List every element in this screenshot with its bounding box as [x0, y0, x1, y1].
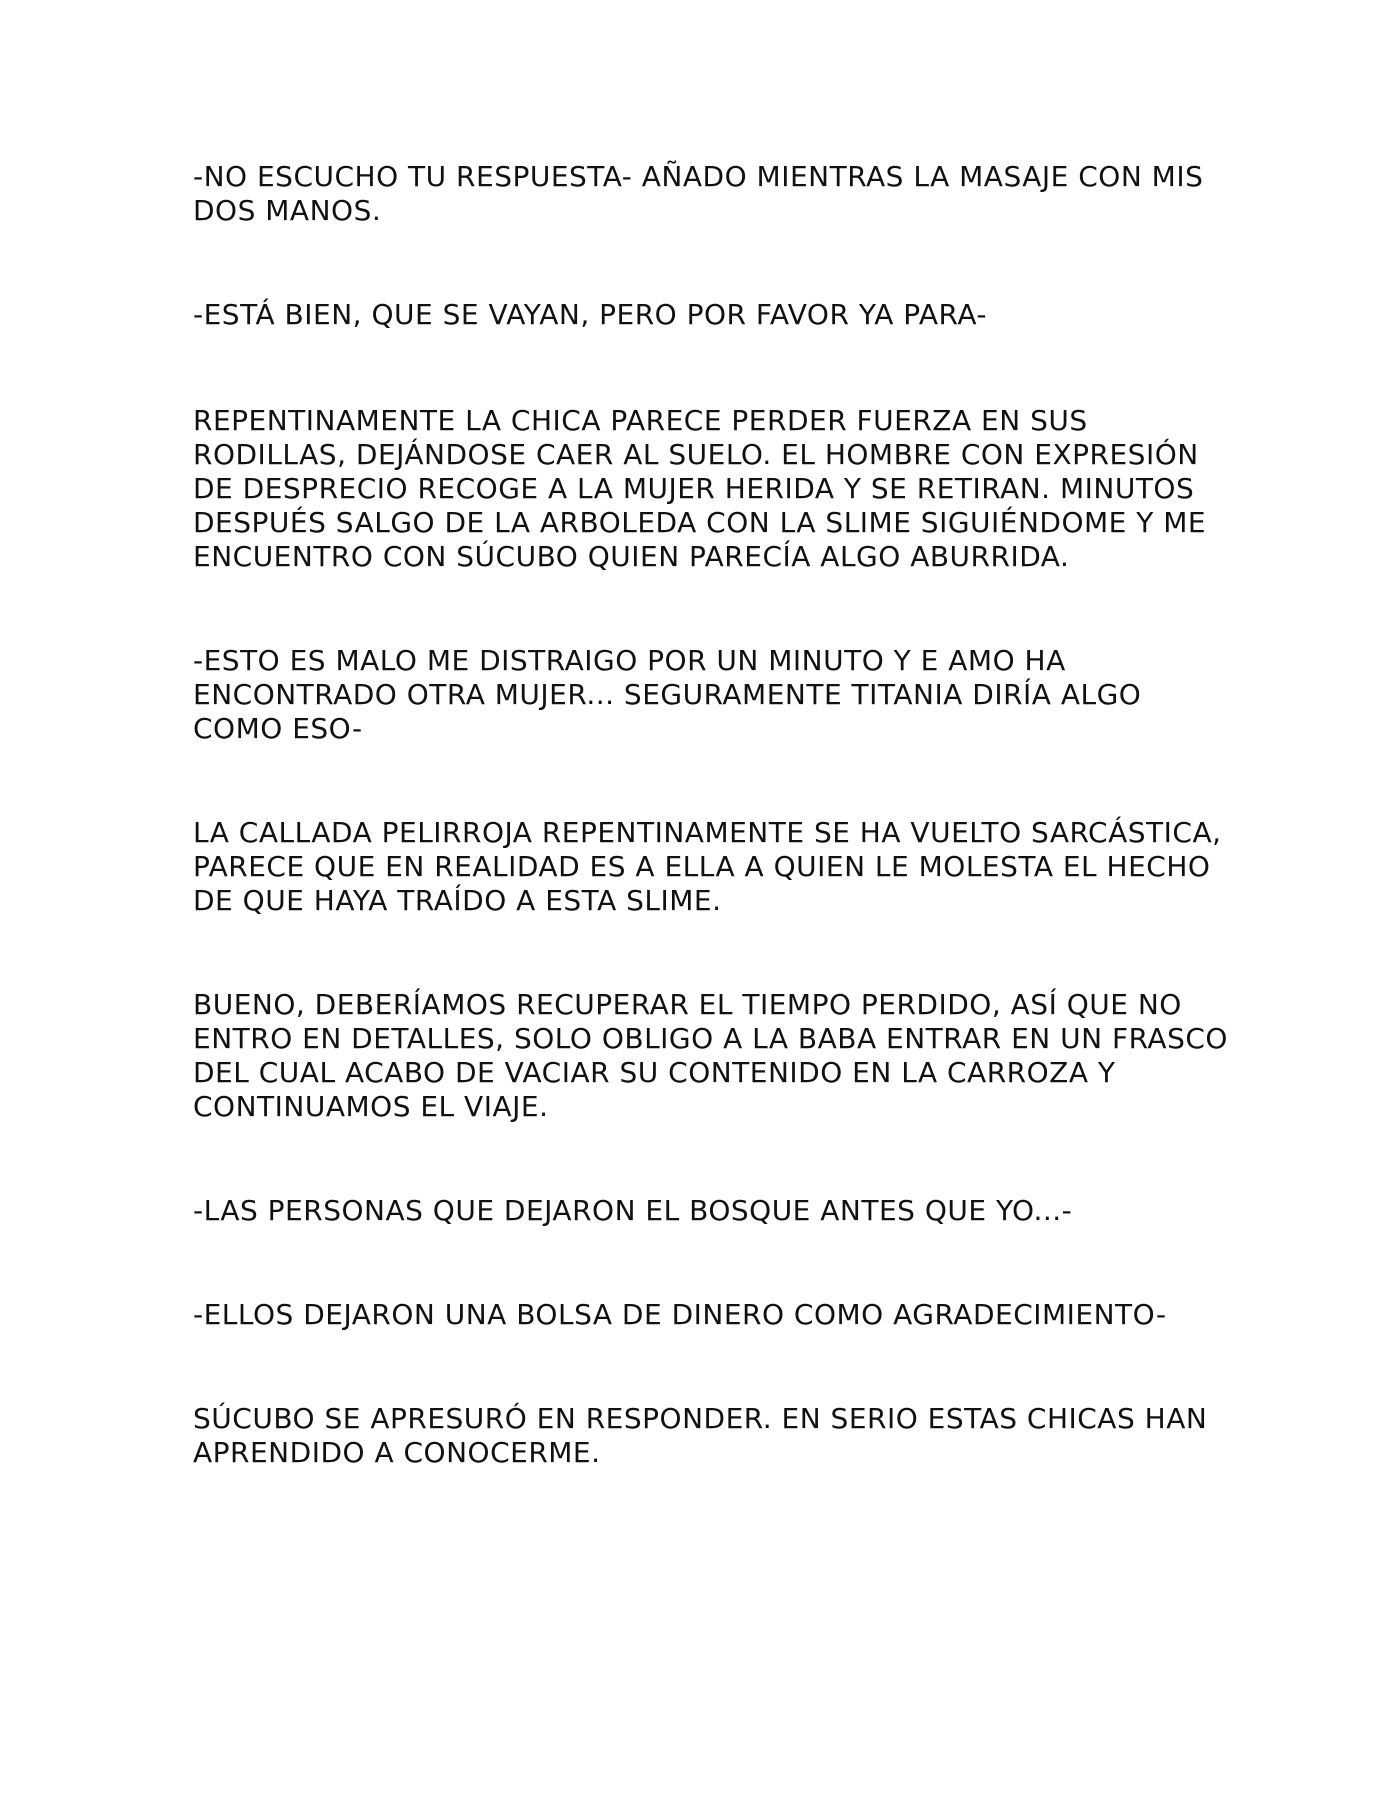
- text-body: [193, 160, 1228, 1470]
- paragraph-5: LA CALLADA PELIRROJA REPENTINAMENTE SE HA VUELTO SARCÁSTICA, PARECE QUE EN REALIDAD ES A ELLA A QUIEN LE MOLESTA EL HECHO DE QUE HAYA TRAÍDO A ESTA SLIME.: [193, 816, 1222, 917]
- paragraph-6: BUENO, DEBERÍAMOS RECUPERAR EL TIEMPO PERDIDO, ASÍ QUE NO ENTRO EN DETALLES, SOLO OBLIGO A LA BABA ENTRAR EN UN FRASCO DEL CUAL ACABO DE VACIAR SU CONTENIDO EN LA CARROZA Y CONTINUAMOS EL VIAJE.: [193, 988, 1228, 1123]
- paragraph-8: -ELLOS DEJARON UNA BOLSA DE DINERO COMO AGRADECIMIENTO-: [193, 1298, 1167, 1331]
- paragraph-1: -NO ESCUCHO TU RESPUESTA- AÑADO MIENTRAS LA MASAJE CON MIS DOS MANOS.: [193, 160, 1204, 227]
- paragraph-3: REPENTINAMENTE LA CHICA PARECE PERDER FUERZA EN SUS RODILLAS, DEJÁNDOSE CAER AL SUELO. EL HOMBRE CON EXPRESIÓN DE DESPRECIO RECOGE A LA MUJER HERIDA Y SE RETIRAN. MINUTOS DESPUÉS SALGO DE LA ARBOLEDA CON LA SLIME SIGUIÉNDOME Y ME ENCUENTRO CON SÚCUBO QUIEN PARECÍA ALGO ABURRIDA.: [193, 404, 1207, 573]
- paragraph-2: -ESTÁ BIEN, QUE SE VAYAN, PERO POR FAVOR YA PARA-: [193, 298, 988, 331]
- paragraph-4: -ESTO ES MALO ME DISTRAIGO POR UN MINUTO Y E AMO HA ENCONTRADO OTRA MUJER... SEGURAMENTE TITANIA DIRÍA ALGO COMO ESO-: [193, 644, 1142, 745]
- paragraph-9: SÚCUBO SE APRESURÓ EN RESPONDER. EN SERIO ESTAS CHICAS HAN APRENDIDO A CONOCERME.: [193, 1402, 1208, 1469]
- paragraph-7: -LAS PERSONAS QUE DEJARON EL BOSQUE ANTES QUE YO...-: [193, 1194, 1073, 1227]
